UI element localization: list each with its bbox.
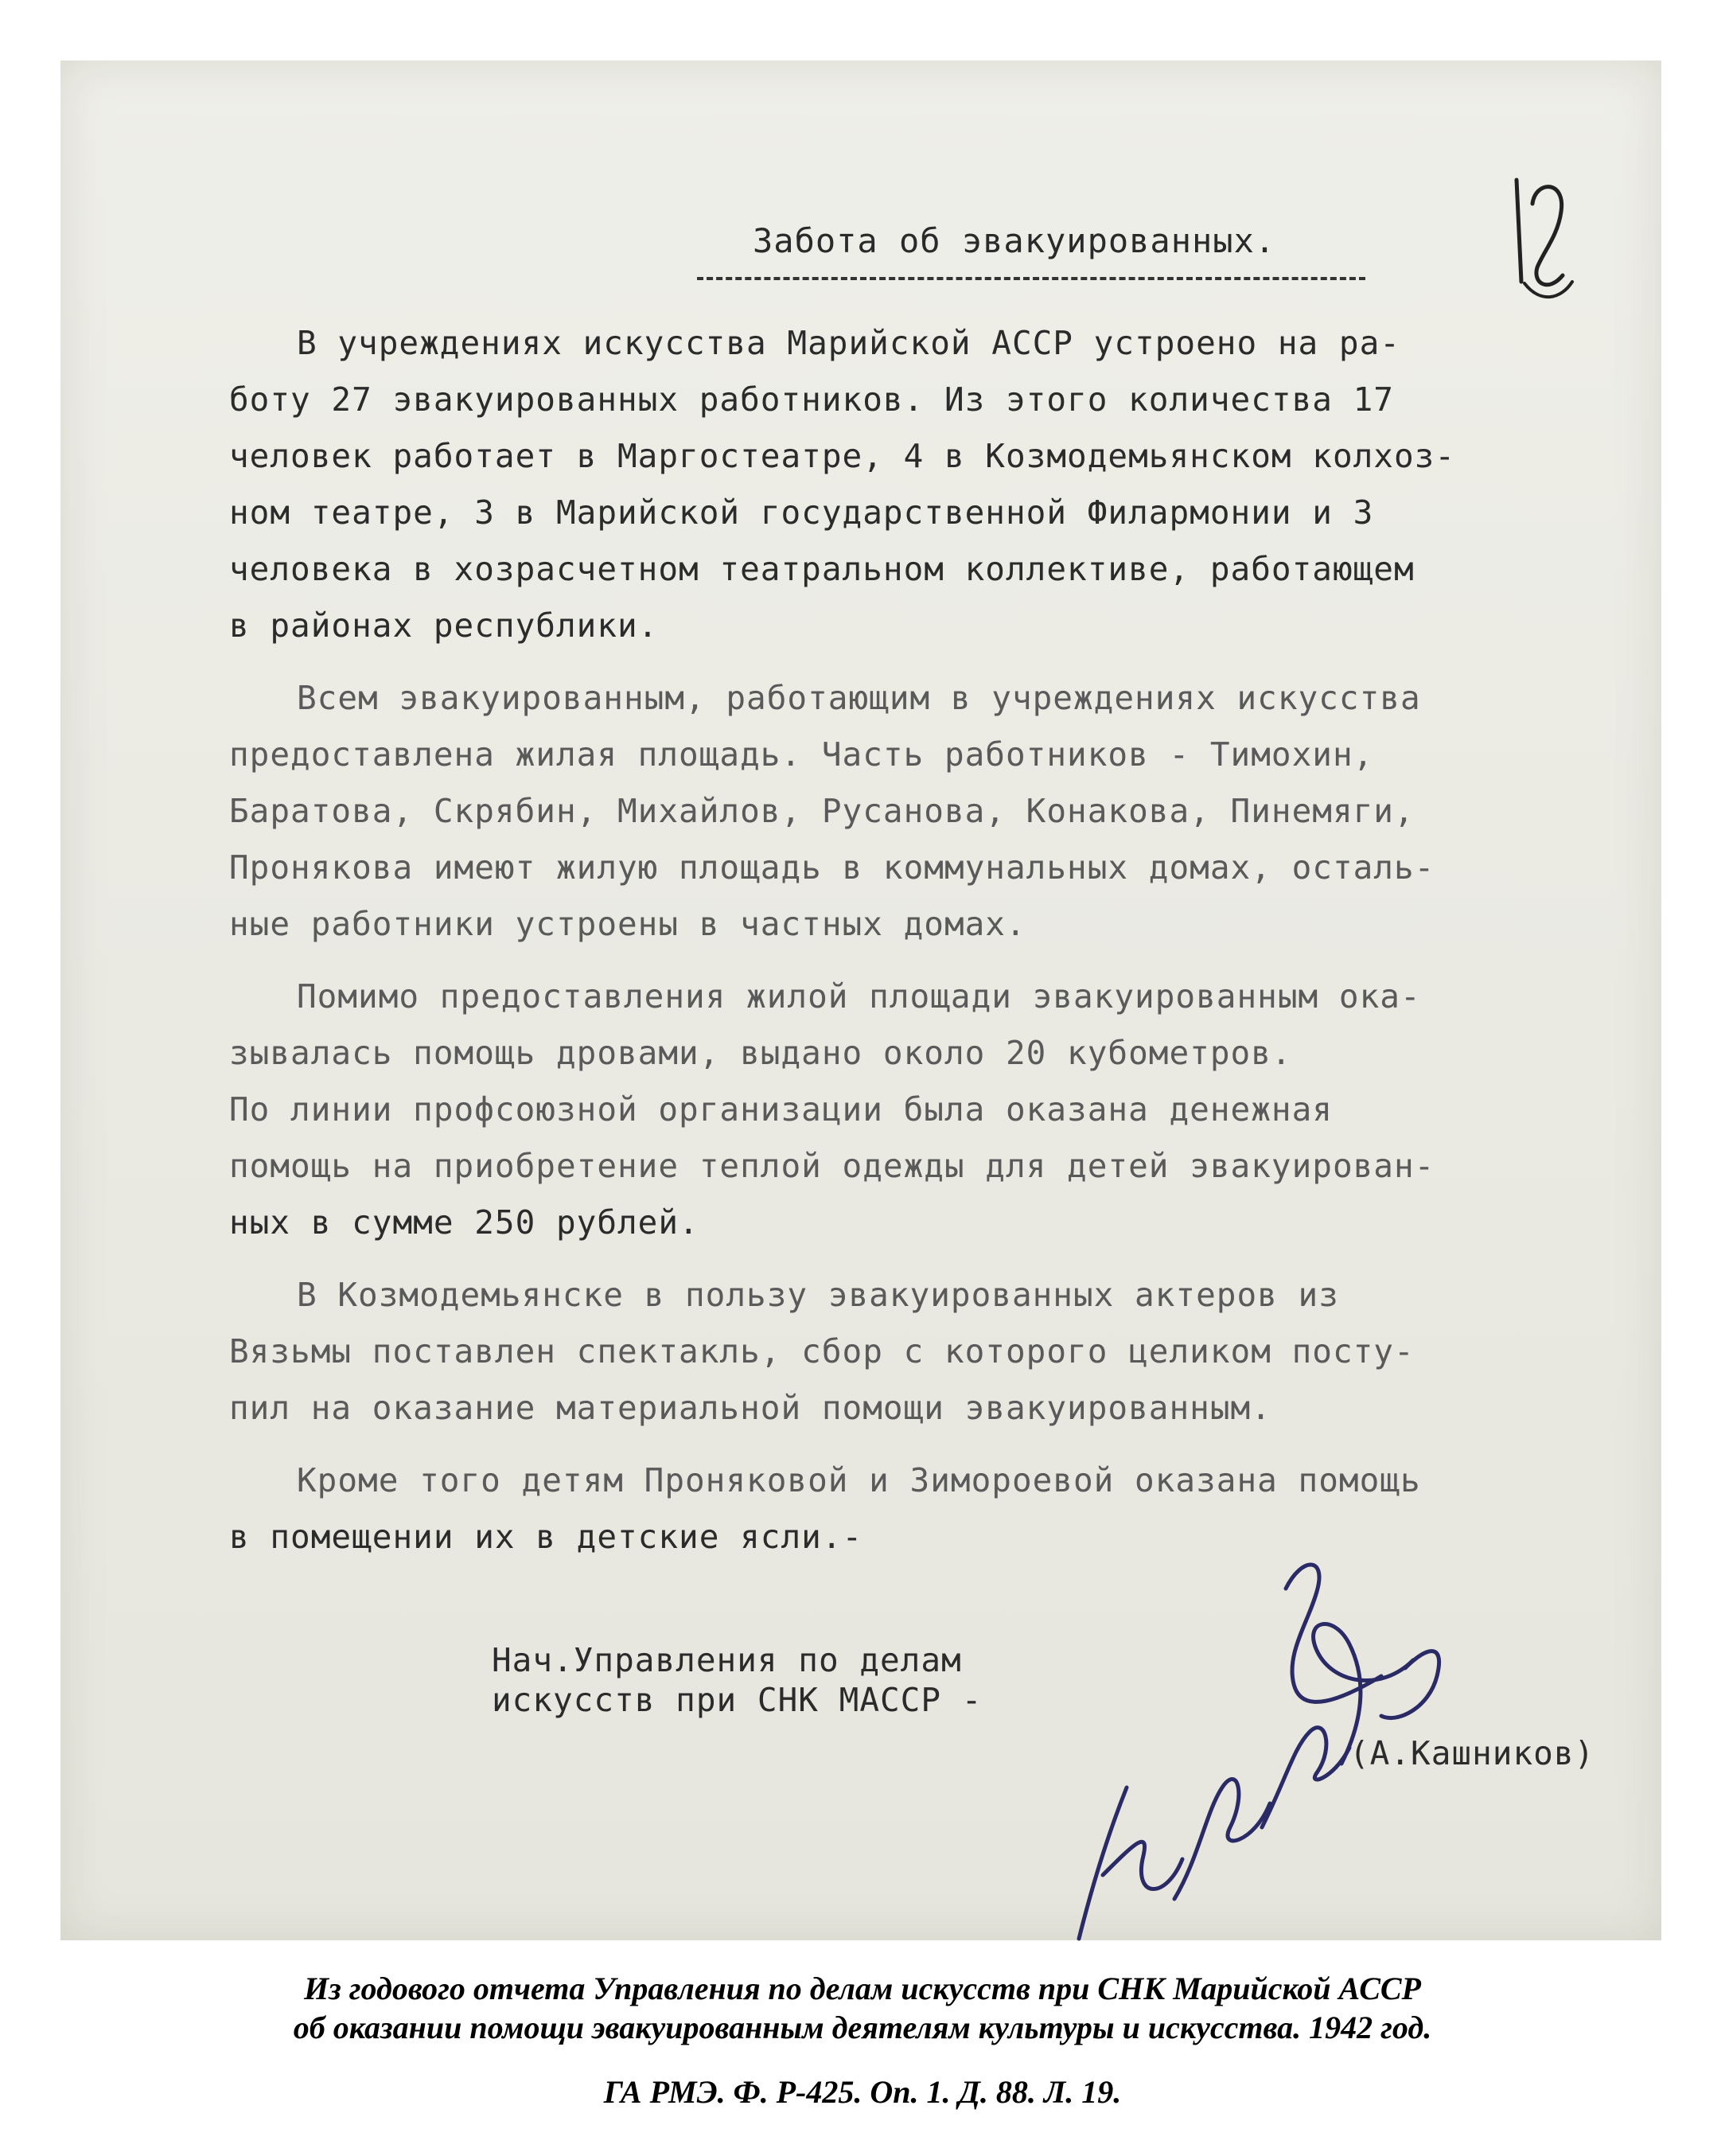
text-line: Вязьмы поставлен спектакль, сбор с которого целиком посту-: [229, 1332, 1415, 1370]
text-line: ном театре, 3 в Марийской государственной Филармонии и 3: [229, 493, 1374, 532]
text-line: человека в хозрасчетном театральном коллективе, работающем: [229, 550, 1415, 588]
text-line: В Козмодемьянске в пользу эвакуированных актеров из: [297, 1276, 1339, 1314]
text-line: помощь на приобретение теплой одежды для детей эвакуирован-: [229, 1147, 1435, 1185]
signature-block: [492, 1640, 982, 1720]
caption-line: об оказании помощи эвакуированным деятелям культуры и искусства. 1942 год.: [293, 2010, 1432, 2045]
signature-position-line: искусств при СНК МАССР -: [492, 1681, 983, 1720]
text-line: Помимо предоставления жилой площади эвакуированным ока-: [297, 977, 1421, 1016]
caption-line: Из годового отчета Управления по делам искусств при СНК Марийской АССР: [304, 1971, 1421, 2006]
text-line: боту 27 эвакуированных работников. Из этого количества 17: [229, 380, 1394, 419]
text-line: Пронякова имеют жилую площадь в коммунальных домах, осталь-: [229, 848, 1435, 887]
text-line: пил на оказание материальной помощи эвакуированным.: [229, 1389, 1271, 1427]
text-line: Баратова, Скрябин, Михайлов, Русанова, Конакова, Пинемяги,: [229, 792, 1415, 830]
archival-document-sheet: [60, 60, 1661, 1940]
text-line: ные работники устроены в частных домах.: [229, 905, 1026, 943]
text-line: ных в сумме 250 рублей.: [229, 1203, 699, 1242]
text-line: По линии профсоюзной организации была оказана денежная: [229, 1090, 1333, 1129]
text-line: в помещении их в детские ясли.-: [229, 1518, 863, 1556]
text-line: Всем эвакуированным, работающим в учреждениях искусства: [297, 679, 1421, 717]
title-underline: [697, 277, 1365, 280]
text-line: человек работает в Маргостеатре, 4 в Козмодемьянском колхоз-: [229, 437, 1456, 475]
text-line: зывалась помощь дровами, выдано около 20 кубометров.: [229, 1034, 1292, 1072]
text-line: предоставлена жилая площадь. Часть работников - Тимохин,: [229, 735, 1374, 774]
handwritten-signature: [1047, 1525, 1493, 1971]
text-line: В учреждениях искусства Марийской АССР устроено на ра-: [297, 324, 1400, 362]
document-title: Забота об эвакуированных.: [753, 221, 1276, 260]
signer-name: (А.Кашников): [1349, 1734, 1595, 1772]
archive-reference: ГА РМЭ. Ф. Р-425. Оп. 1. Д. 88. Л. 19.: [603, 2074, 1122, 2110]
text-line: в районах республики.: [229, 606, 659, 645]
signature-position-line: Нач.Управления по делам: [492, 1641, 962, 1679]
folio-number-handwritten: [1501, 148, 1580, 307]
text-line: Кроме того детям Проняковой и Зимороевой оказана помощь: [297, 1461, 1421, 1499]
